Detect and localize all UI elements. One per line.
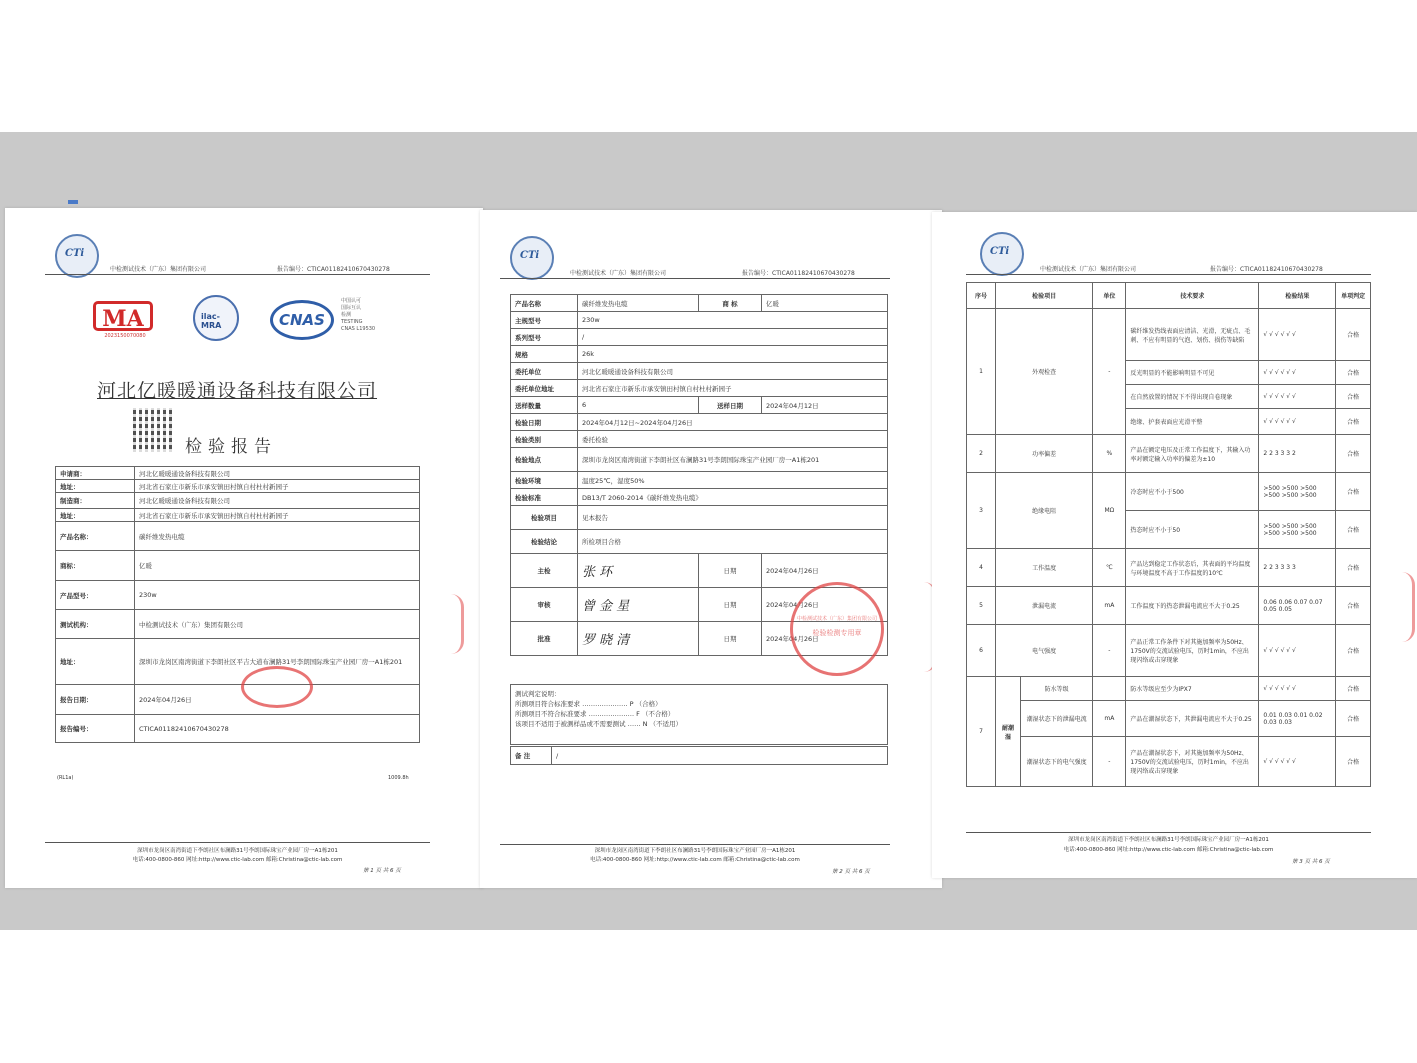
table-row: 7 耐潮湿 防水等级 防水等级应至少为IPX7 √ √ √ √ √ √ 合格 [967,677,1371,701]
client-company-name: 河北亿暖暖通设备科技有限公司 [97,380,378,402]
conclusion-table [510,684,888,745]
header-report-number: 报告编号：CTICA01182410670430278 [277,266,390,273]
report-page-1 [5,208,483,888]
header-company: 中检测试技术（广东）集团有限公司 [570,270,667,277]
table-row: 2 功率偏差 % 产品在额定电压及正常工作温度下，其输入功率对额定输入功率的偏差为±10 2 2 3 3 3 2 合格 [967,435,1371,473]
conclusion-line: 所测项目符合标准要求 ………………… P （合格） [515,700,662,708]
report-page-2 [480,210,942,888]
header-divider [500,278,890,279]
table-row: 5 泄漏电流 mA 工作温度下的热态泄漏电流应不大于0.25 0.06 0.06 0.07 0.07 0.05 0.05 合格 [967,587,1371,625]
foot-right-code: 1009.8h [388,775,409,781]
footer-contact: 电话:400-0800-860 网址:http://www.ctic-lab.com 邮箱:Christina@ctic-lab.com [1063,847,1274,853]
table-row: 绝缘、护套表面应光滑平整 √ √ √ √ √ √ 合格 [967,409,1371,435]
header-divider [45,274,430,275]
table-row: 反光明显的不能影响明显不可见 √ √ √ √ √ √ 合格 [967,361,1371,385]
conclusion-line: 该项目不适用于被测样品或不需要测试 …… N （不适用） [515,720,683,728]
qr-code-icon [133,408,173,452]
table-header-row: 序号 检验项目 单位 技术要求 检验结果 单项判定 [967,283,1371,309]
page-number: 第 1 页 共 6 页 [363,868,401,874]
report-title: 检验报告 [185,437,277,457]
footer-divider [45,842,430,843]
red-stamp [241,666,313,708]
cnas-side-text: 中国认可 国际互认 检测 TESTING CNAS L19530 [341,298,376,332]
header-report-number: 报告编号：CTICA01182410670430278 [742,270,855,277]
edge-stamp-mark [1402,572,1415,642]
group-label: 耐潮湿 [996,677,1021,787]
cma-logo-icon: MA 2023150070080 [93,301,157,341]
inspection-stamp: 中检测试技术（广东）集团有限公司 检验检测专用章 [790,582,884,676]
header-company: 中检测试技术（广东）集团有限公司 [110,266,207,273]
foot-left-code: (RL1a) [57,775,74,781]
cti-logo-icon: CTi [510,236,554,280]
remark-table: 备 注 / [510,746,888,765]
report-page-3 [932,212,1417,878]
table-row: 潮湿状态下的电气强度 - 产品在潮湿状态下，对其施加频率为50Hz、1750V的交流试验电压，历时1min，不应出现闪络或击穿现象 √ √ √ √ √ √ 合格 [967,737,1371,787]
footer-address: 深圳市龙岗区南湾街道下李朗社区布澜路31号李朗国际珠宝产业园厂房一A1栋201 [137,848,338,854]
conclusion-line: 测试判定说明： [515,690,561,698]
header-divider [966,274,1371,275]
table-row: 热态时应不小于50 >500 >500 >500 >500 >500 >500 合格 [967,511,1371,549]
table-row: 潮湿状态下的泄漏电流 mA 产品在潮湿状态下，其泄漏电流应不大于0.25 0.01 0.03 0.01 0.02 0.03 0.03 合格 [967,701,1371,737]
report-info-table: 申请商： 河北亿暖暖通设备科技有限公司 地址： 河北省石家庄市新乐市承安镇田村镇自村杜村新园子 制造商： 河北亿暖暖通设备科技有限公司 地址： 河北省石家庄市新乐市承安镇田村镇自村杜村新园子 产品名称： 碳纤维发热电缆 商标： 亿暖 产品型号： 230w 测试机构： 中检测试技术（广东）集团有限公司 地址： 深圳市龙岗区南湾街道下李朗社区平吉大道布澜路31号李朗国际珠宝产业园厂房一A1栋201 报告日期： 2024年04月26日 报告编号： CTICA01182410670430278 [55,466,420,743]
table-row: 3 绝缘电阻 MΩ 冷态时应不小于500 >500 >500 >500 >500 >500 >500 合格 [967,473,1371,511]
cti-logo-icon: CTi [980,232,1024,276]
test-results-table [966,282,1371,787]
footer-contact: 电话:400-0800-860 网址:http://www.ctic-lab.com 邮箱:Christina@ctic-lab.com [590,857,800,863]
conclusion-line: 所测项目不符合标准要求 ………………… F （不合格） [515,710,675,718]
footer-address: 深圳市龙岗区南湾街道下李朗社区布澜路31号李朗国际珠宝产业园厂房一A1栋201 [1068,837,1269,843]
header-report-number: 报告编号：CTICA01182410670430278 [1210,266,1323,273]
footer-divider [966,832,1371,833]
page-number: 第 3 页 共 6 页 [1292,859,1330,865]
edge-stamp-mark [451,594,464,654]
table-row: 在自然放置的情况下不得出现自卷现象 √ √ √ √ √ √ 合格 [967,385,1371,409]
table-row: 6 电气强度 - 产品正常工作条件下对其施加频率为50Hz、1750V的交流试验电压，历时1min，不应出现闪络或击穿现象 √ √ √ √ √ √ 合格 [967,625,1371,677]
cti-logo-icon: CTi [55,234,99,278]
cnas-logo-icon: CNAS [270,300,336,342]
blue-mark [68,200,78,204]
footer-divider [500,844,890,845]
footer-contact: 电话:400-0800-860 网址:http://www.ctic-lab.com 邮箱:Christina@ctic-lab.com [132,857,343,863]
table-row: 4 工作温度 ℃ 产品达到稳定工作状态后，其表面的平均温度与环境温度不高于工作温度的10℃ 2 2 3 3 3 3 合格 [967,549,1371,587]
page-number: 第 2 页 共 6 页 [832,869,870,875]
footer-address: 深圳市龙岗区南湾街道下李朗社区布澜路31号李朗国际珠宝产业园厂房一A1栋201 [594,848,796,854]
header-company: 中检测试技术（广东）集团有限公司 [1040,266,1137,273]
table-row: 1 外观检查 - 碳纤维发热线表面应清洁、光滑，无疵点、毛刺、不应有明显的气泡、划伤、损伤等缺陷 √ √ √ √ √ √ 合格 [967,309,1371,361]
ilac-mra-logo-icon: ilac-MRA [193,295,239,341]
sample-info-table: 产品名称 碳纤维发热电缆 商 标 亿暖 主规型号 230w 系列型号 / 规格 26k 委托单位 河北亿暖暖通设备科技有限公司 委托单位地址 河北省石家庄市新乐市承安镇田村镇自村杜村新园子 送样数量 6 送样日期 2024年04月12日 检验日期 2024年04月12日~2024年04月26日 检验类别 委托检验 检验地点 深圳市龙岗区南湾街道下李朗社区布澜路31号李朗国际珠宝产业园厂房一A1栋201 检验环境 温度25℃，湿度50% 检验标准 DB13/T 2060-2014《碳纤维发热电缆》 检验项目 见本报告 检验结论 所检项目合格 主检 张 环 日期 2024年04月26日 审核 曾 金 星 日期 2024年04月26日 批准 罗 晓 清 日期 2024年04月26日 [510,294,888,656]
